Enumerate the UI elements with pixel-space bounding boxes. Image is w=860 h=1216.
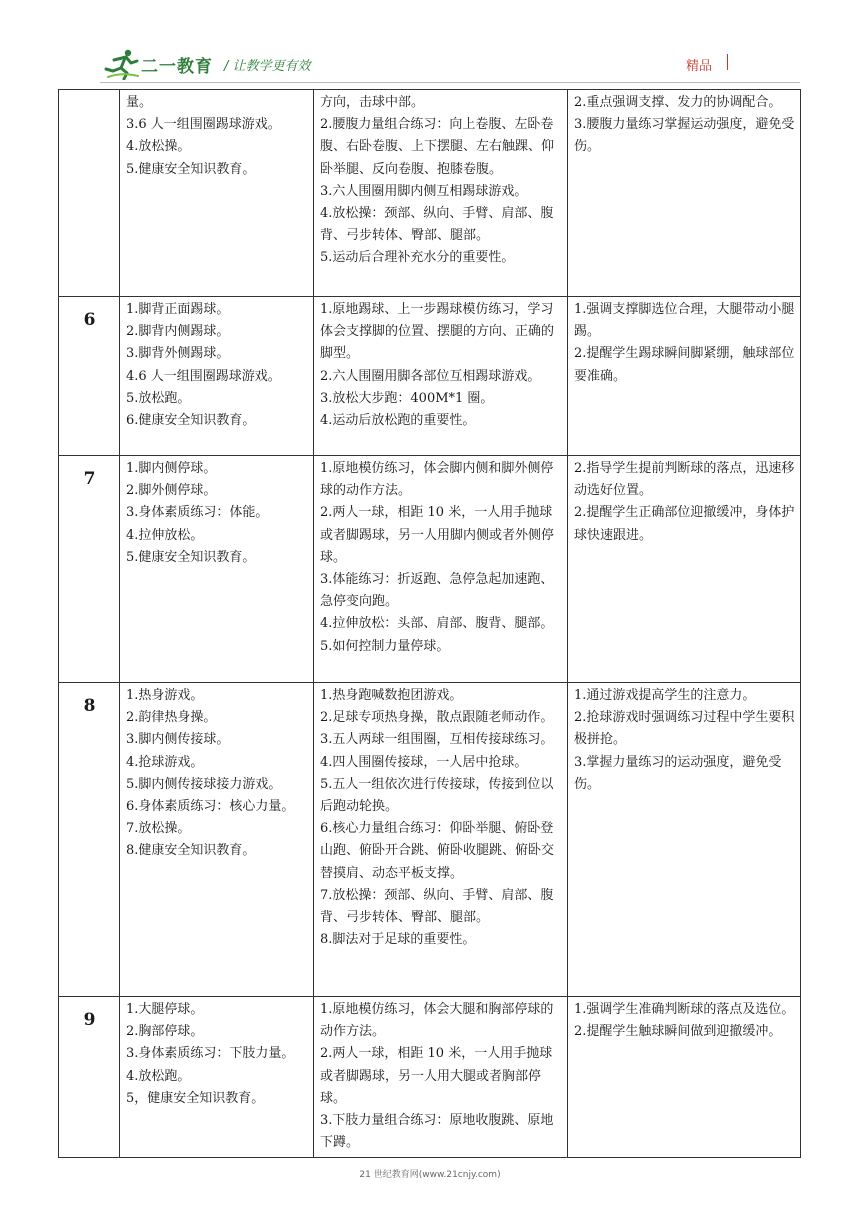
list-item: 2.两人一球，相距 10 米，一人用手抛球或者脚踢球，另一人用大腿或者胸部停球。 — [320, 1046, 553, 1106]
list-item: 4.6 人一组围圈踢球游戏。 — [126, 368, 281, 384]
list-item: 3.体能练习：折返跑、急停急起加速跑、急停变向跑。 — [320, 572, 554, 610]
list-item: 4.抢球游戏。 — [126, 754, 204, 770]
lesson-number: 6 — [59, 297, 120, 456]
list-item: 3.身体素质练习：下肢力量。 — [126, 1046, 295, 1062]
list-item: 2.提醒学生踢球瞬间脚紧绷，触球部位要准确。 — [574, 346, 795, 384]
list-item: 4.放松跑。 — [126, 1068, 191, 1084]
lesson-notes-cell — [568, 90, 801, 297]
list-item: 5.脚内侧传接球接力游戏。 — [126, 776, 282, 792]
lesson-notes-cell — [568, 456, 801, 683]
list-item: 5.健康安全知识教育。 — [126, 161, 256, 177]
brand-name: 二一教育 — [141, 57, 213, 77]
list-item: 4.拉伸放松。 — [126, 527, 204, 543]
list-item: 2.足球专项热身操，散点跟随老师动作。 — [320, 710, 554, 726]
list-item: 6.核心力量组合练习：仰卧举腿、俯卧登山跑、俯卧开合跳、俯卧收腿跳、俯卧交替摸肩、动态平板支撑。 — [320, 821, 555, 881]
list-item: 2.指导学生提前判断球的落点，迅速移动选好位置。 — [574, 461, 795, 499]
header-rule — [100, 82, 800, 83]
lesson-number — [59, 90, 120, 297]
badge-divider — [727, 54, 728, 70]
list-item: 2.韵律热身操。 — [126, 710, 217, 726]
runner-logo-icon — [104, 48, 140, 80]
list-item: 6.身体素质练习：核心力量。 — [126, 799, 295, 815]
lesson-content-cell — [120, 683, 314, 997]
list-item: 3.放松大步跑：400M*1 圈。 — [320, 390, 494, 406]
list-item: 1.原地模仿练习，体会大腿和胸部停球的动作方法。 — [320, 1002, 554, 1040]
page-footer: 21 世纪教育网(www.21cnjy.com) — [359, 1170, 501, 1180]
lesson-notes-cell — [568, 683, 801, 997]
lesson-method-cell — [314, 456, 568, 683]
list-item: 1.通过游戏提高学生的注意力。 — [574, 688, 756, 703]
list-item: 8.脚法对于足球的重要性。 — [320, 932, 476, 948]
lesson-content-cell — [120, 456, 314, 683]
list-item: 3.6 人一组围圈踢球游戏。 — [126, 117, 281, 133]
lesson-content-cell — [120, 297, 314, 456]
lesson-content-cell — [120, 90, 314, 297]
list-item: 1.脚内侧停球。 — [126, 461, 217, 476]
lesson-content-cell — [120, 997, 314, 1158]
list-item: 4.拉伸放松：头部、肩部、腹背、腿部。 — [320, 616, 554, 632]
list-item: 1.热身跑喊数抱团游戏。 — [320, 688, 463, 703]
list-item: 8.健康安全知识教育。 — [126, 843, 256, 859]
list-item: 4.放松操。 — [126, 139, 191, 155]
list-item: 2.重点强调支撑、发力的协调配合。 — [574, 95, 782, 110]
table-row — [59, 456, 801, 683]
list-item: 5，健康安全知识教育。 — [126, 1090, 265, 1106]
lesson-notes-cell — [568, 297, 801, 456]
list-item: 5.五人一组依次进行传接球，传接到位以后跑动轮换。 — [320, 776, 554, 815]
list-item: 2.提醒学生正确部位迎撤缓冲，身体护球快速跟进。 — [574, 505, 795, 543]
list-item: 3.掌握力量练习的运动强度，避免受伤。 — [574, 754, 782, 792]
list-item: 2.六人围圈用脚各部位互相踢球游戏。 — [320, 368, 541, 384]
lesson-method-cell — [314, 683, 568, 997]
list-item: 3.身体素质练习：体能。 — [126, 505, 269, 521]
list-item: 1.原地模仿练习，体会脚内侧和脚外侧停球的动作方法。 — [320, 461, 554, 499]
list-item: 1.原地踢球、上一步踢球模仿练习，学习体会支撑脚的位置、摆腿的方向、正确的脚型。 — [320, 302, 555, 362]
lesson-number: 7 — [59, 456, 120, 683]
table-row — [59, 683, 801, 997]
lesson-method-cell — [314, 997, 568, 1158]
page-header — [0, 0, 860, 84]
lesson-notes-cell — [568, 997, 801, 1158]
list-item: 1.热身游戏。 — [126, 688, 204, 703]
list-item: 3.腰腹力量练习掌握运动强度，避免受伤。 — [574, 117, 795, 155]
premium-badge: 精品 — [686, 59, 713, 74]
list-item: 6.健康安全知识教育。 — [126, 413, 256, 429]
list-item: 2.腰腹力量组合练习：向上卷腹、左卧卷腹、右卧卷腹、上下摆腿、左右触踝、仰卧举腿、反向卷腹、抱膝卷腹。 — [320, 117, 555, 177]
list-item: 3.脚内侧传接球。 — [126, 732, 230, 748]
list-item: 1.强调支撑脚选位合理，大腿带动小腿踢。 — [574, 302, 795, 340]
lesson-number: 9 — [59, 997, 120, 1158]
list-item: 5.如何控制力量停球。 — [320, 638, 450, 654]
list-item: 1.大腿停球。 — [126, 1002, 204, 1017]
list-item: 量。 — [126, 95, 153, 110]
list-item: 1.脚背正面踢球。 — [126, 302, 230, 317]
list-item: 5.放松跑。 — [126, 390, 191, 406]
list-item: 5.运动后合理补充水分的重要性。 — [320, 250, 515, 266]
list-item: 3.六人围圈用脚内侧互相踢球游戏。 — [320, 183, 528, 199]
lesson-method-cell — [314, 297, 568, 456]
list-item: 4.四人围圈传接球，一人居中抢球。 — [320, 754, 528, 770]
lesson-plan-body — [59, 90, 801, 1158]
list-item: 3.脚背外侧踢球。 — [126, 346, 230, 362]
lesson-number: 8 — [59, 683, 120, 997]
list-item: 2.脚外侧停球。 — [126, 483, 217, 499]
lesson-method-cell — [314, 90, 568, 297]
table-row — [59, 297, 801, 456]
list-item: 2.胸部停球。 — [126, 1024, 204, 1040]
list-item: 4.放松操：颈部、纵向、手臂、肩部、腹背、弓步转体、臀部、腿部。 — [320, 206, 554, 244]
list-item: 方向，击球中部。 — [320, 95, 425, 110]
list-item: 2.抢球游戏时强调练习过程中学生要积极拼抢。 — [574, 710, 795, 748]
list-item: 7.放松操：颈部、纵向、手臂、肩部、腹背、弓步转体、臀部、腿部。 — [320, 887, 554, 926]
list-item: 4.运动后放松跑的重要性。 — [320, 413, 476, 429]
table-row — [59, 997, 801, 1158]
list-item: 7.放松操。 — [126, 821, 191, 837]
list-item: 2.两人一球，相距 10 米，一人用手抛球或者脚踢球，另一人用脚内侧或者外侧停球。 — [320, 505, 555, 565]
table-row — [59, 90, 801, 297]
brand-slogan: / 让教学更有效 — [224, 59, 311, 74]
list-item: 3.五人两球一组围圈，互相传接球练习。 — [320, 732, 554, 748]
list-item: 2.脚背内侧踢球。 — [126, 324, 230, 340]
list-item: 3.下肢力量组合练习：原地收腹跳、原地下蹲。 — [320, 1113, 554, 1151]
list-item: 2.提醒学生触球瞬间做到迎撤缓冲。 — [574, 1024, 782, 1040]
lesson-plan-table — [58, 89, 801, 1158]
list-item: 1.强调学生准确判断球的落点及选位。 — [574, 1002, 795, 1017]
list-item: 5.健康安全知识教育。 — [126, 549, 256, 565]
